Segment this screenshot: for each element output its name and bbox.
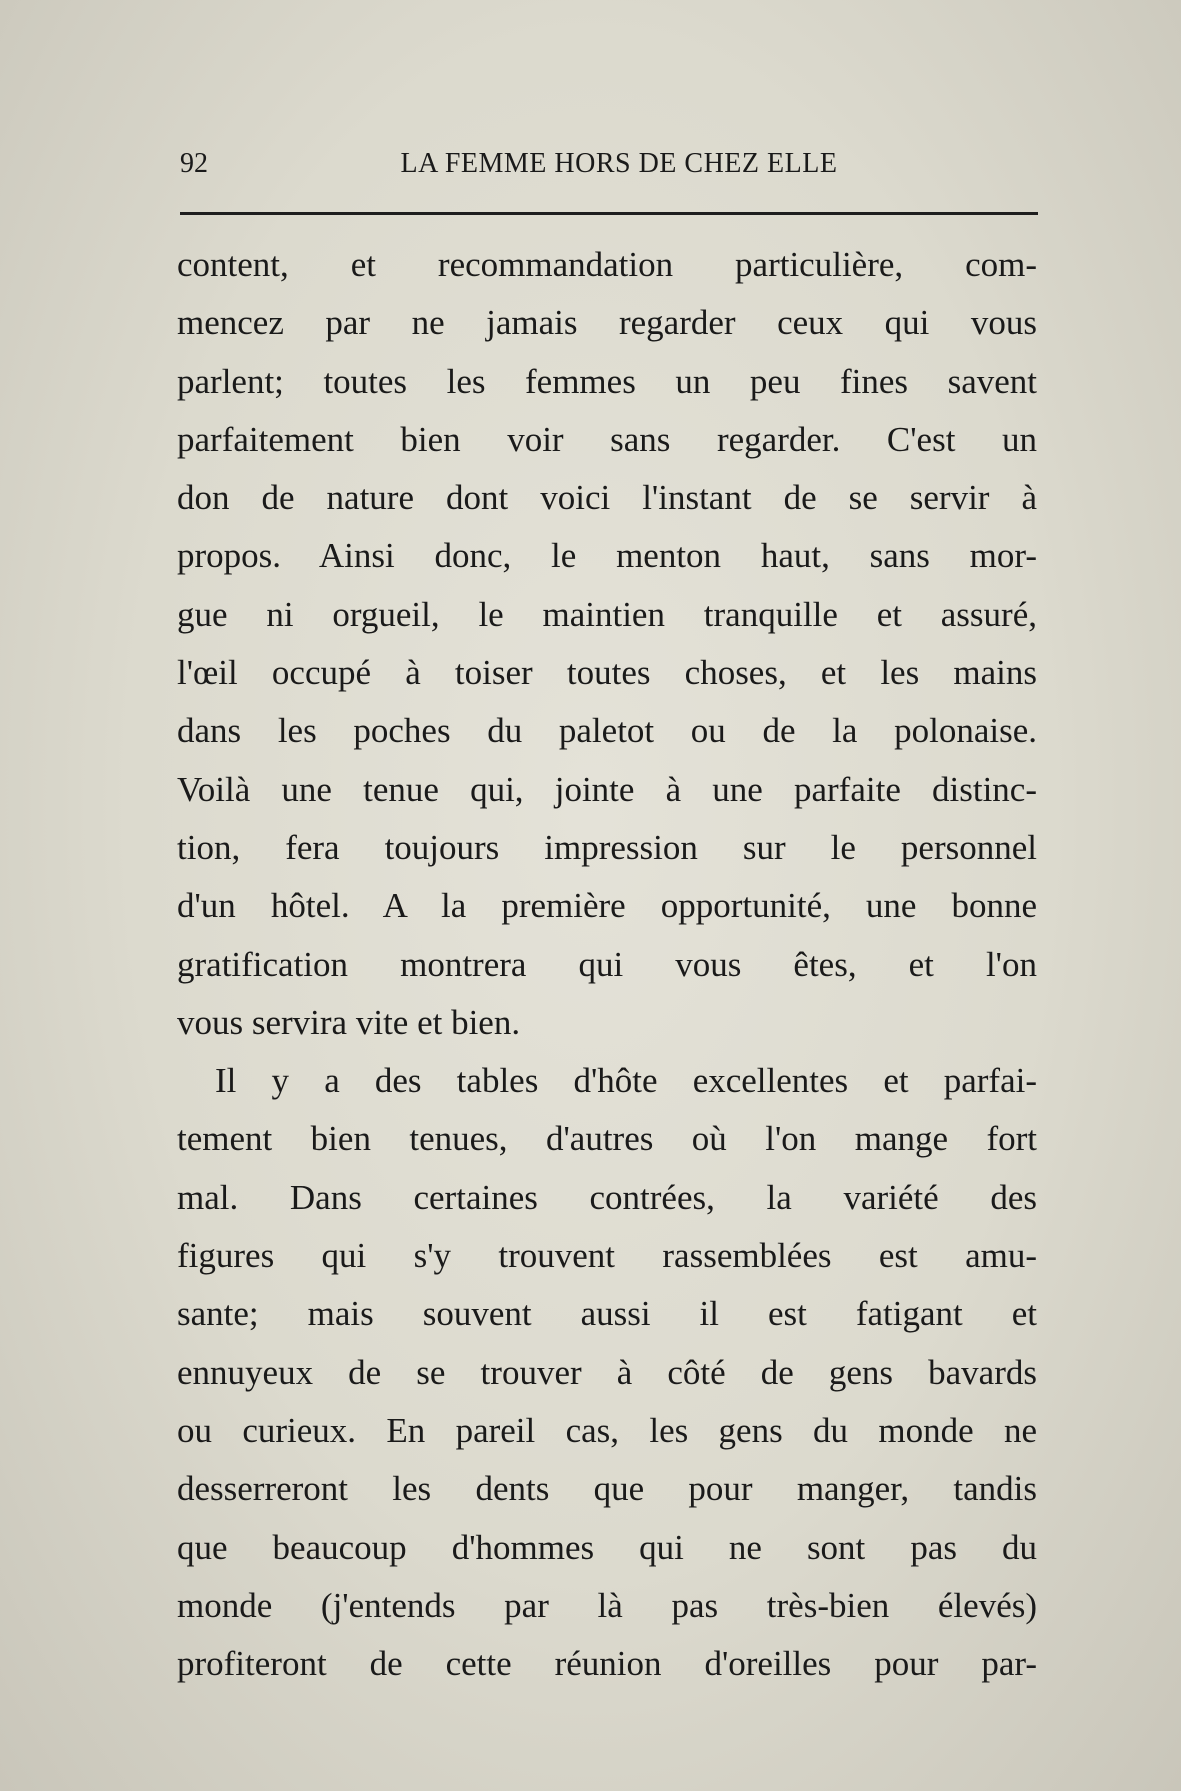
text-line: content, et recommandation particulière, com-	[177, 245, 1037, 284]
text-line: parlent; toutes les femmes un peu fines savent	[177, 361, 1037, 401]
text-line: figures qui s'y trouvent rassemblées est amu-	[177, 1236, 1037, 1276]
body-text	[177, 236, 1037, 1693]
header-rule	[180, 212, 1038, 215]
text-line: propos. Ainsi donc, le menton haut, sans mor-	[177, 536, 1037, 576]
text-line: gratification montrera qui vous êtes, et l'on	[177, 944, 1037, 984]
page-number: 92	[180, 148, 208, 179]
text-line: ou curieux. En pareil cas, les gens du monde ne	[177, 1410, 1037, 1450]
text-line: mencez par ne jamais regarder ceux qui vous	[177, 303, 1037, 343]
text-line: profiteront de cette réunion d'oreilles pour par-	[177, 1644, 1037, 1684]
text-line: don de nature dont voici l'instant de se servir à	[177, 478, 1037, 518]
text-line: l'œil occupé à toiser toutes choses, et les mains	[177, 653, 1037, 693]
text-line: vous servira vite et bien.	[177, 1002, 521, 1042]
text-line: gue ni orgueil, le maintien tranquille et assuré,	[177, 594, 1037, 634]
text-line: d'un hôtel. A la première opportunité, une bonne	[177, 886, 1037, 926]
text-line: parfaitement bien voir sans regarder. C'est un	[177, 419, 1037, 459]
text-line: que beaucoup d'hommes qui ne sont pas du	[177, 1527, 1037, 1567]
running-title: LA FEMME HORS DE CHEZ ELLE	[400, 148, 838, 179]
text-line: monde (j'entends par là pas très-bien élevés)	[177, 1585, 1037, 1625]
text-line: desserreront les dents que pour manger, tandis	[177, 1469, 1037, 1509]
text-line: ennuyeux de se trouver à côté de gens bavards	[177, 1352, 1037, 1392]
text-line: tion, fera toujours impression sur le personnel	[177, 827, 1037, 867]
text-line: mal. Dans certaines contrées, la variété des	[177, 1177, 1037, 1217]
text-line: Voilà une tenue qui, jointe à une parfaite distinc-	[177, 769, 1037, 809]
text-line: dans les poches du paletot ou de la polonaise.	[177, 711, 1037, 751]
text-line: sante; mais souvent aussi il est fatigant et	[177, 1294, 1037, 1334]
running-head	[180, 148, 1038, 188]
text-line: Il y a des tables d'hôte excellentes et parfai-	[215, 1061, 1037, 1101]
text-line: tement bien tenues, d'autres où l'on mange fort	[177, 1119, 1037, 1159]
